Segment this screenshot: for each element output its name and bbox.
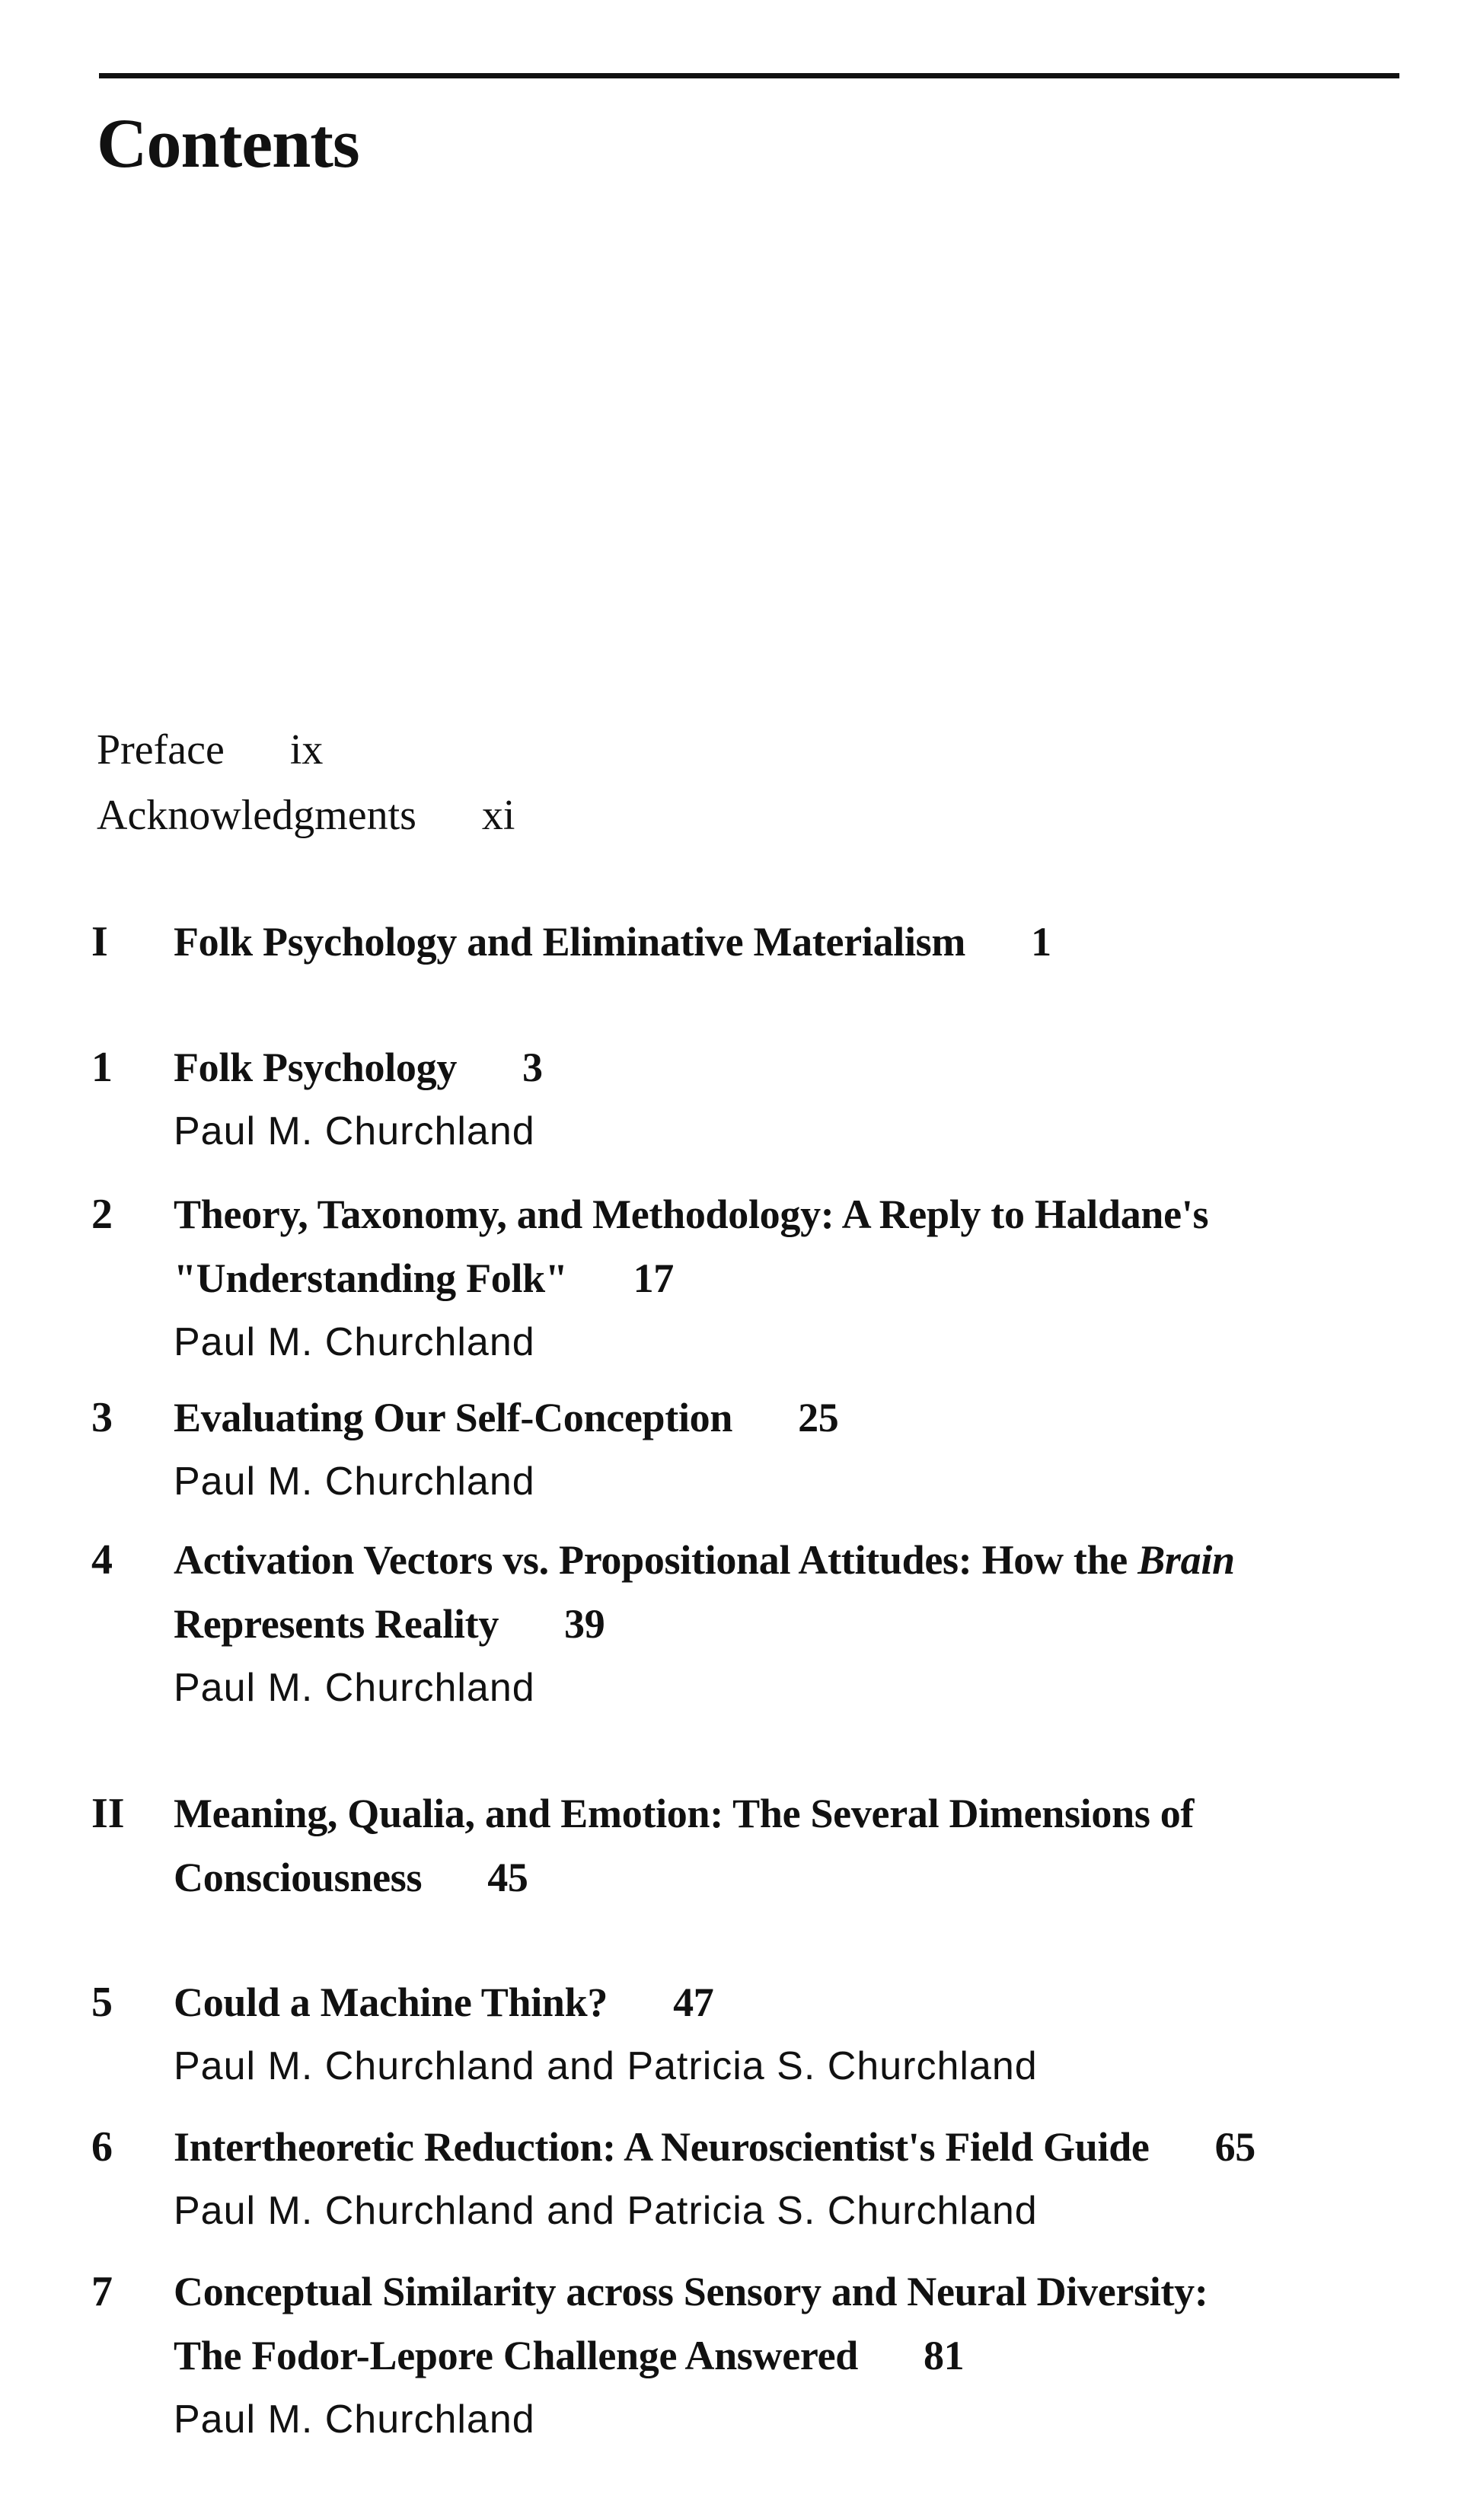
chapter-title: Folk Psychology (174, 1045, 458, 1090)
chapter-title-line-2: Represents Reality (174, 1601, 499, 1647)
chapter-title-line-1: Activation Vectors vs. Propositional Attitudes: How the (174, 1537, 1128, 1583)
page-number: 65 (1214, 2124, 1256, 2170)
chapter-number: 7 (91, 2268, 113, 2315)
part-title-line-2: Consciousness (174, 1855, 423, 1900)
chapter-title: Could a Machine Think? (174, 1979, 608, 2025)
chapter-author: Paul M. Churchland (174, 1666, 535, 1710)
top-rule (99, 73, 1399, 78)
chapter-author: Paul M. Churchland and Patricia S. Churchland (174, 2189, 1038, 2233)
page-number: 17 (633, 1255, 674, 1301)
chapter-title: Evaluating Our Self-Conception (174, 1395, 733, 1440)
chapter-author: Paul M. Churchland (174, 1109, 535, 1153)
toc-entry-acknowledgments[interactable] (97, 789, 515, 842)
chapter-title-line-1: Conceptual Similarity across Sensory and Neural Diversity: (174, 2269, 1208, 2314)
entry-label: Acknowledgments (97, 792, 416, 839)
page-number: xi (481, 792, 515, 839)
toc-entry-preface[interactable] (97, 723, 323, 777)
page-number: ix (289, 726, 324, 774)
part-title-line-1: Meaning, Qualia, and Emotion: The Several Dimensions of (174, 1791, 1195, 1836)
chapter-title-line-2: "Understanding Folk" (174, 1255, 568, 1301)
chapter-author: Paul M. Churchland (174, 1320, 535, 1364)
chapter-number: 5 (91, 1979, 113, 2026)
page-number: 1 (1031, 919, 1051, 965)
chapter-author: Paul M. Churchland (174, 1459, 535, 1504)
part-numeral: II (91, 1790, 125, 1837)
part-numeral: I (91, 918, 108, 965)
chapter-title-emphasis: Brain (1137, 1537, 1235, 1583)
chapter-title-line-1: Theory, Taxonomy, and Methodology: A Reply to Haldane's (174, 1191, 1209, 1237)
chapter-number: 1 (91, 1044, 113, 1091)
chapter-number: 4 (91, 1536, 113, 1584)
page-number: 25 (798, 1395, 839, 1440)
page-number: 39 (564, 1601, 605, 1647)
page-number: 3 (522, 1045, 543, 1090)
page-number: 81 (923, 2333, 965, 2378)
chapter-number: 6 (91, 2123, 113, 2171)
page-number: 45 (487, 1855, 528, 1900)
chapter-author: Paul M. Churchland and Patricia S. Churchland (174, 2044, 1038, 2088)
chapter-title-line-2: The Fodor-Lepore Challenge Answered (174, 2333, 858, 2378)
chapter-number: 2 (91, 1191, 113, 1238)
page-title: Contents (97, 104, 359, 182)
part-title: Folk Psychology and Eliminative Materialism (174, 919, 966, 965)
page-number: 47 (673, 1979, 714, 2025)
chapter-author: Paul M. Churchland (174, 2397, 535, 2442)
chapter-number: 3 (91, 1394, 113, 1441)
chapter-title: Intertheoretic Reduction: A Neuroscientist's Field Guide (174, 2124, 1150, 2170)
entry-label: Preface (97, 726, 225, 774)
